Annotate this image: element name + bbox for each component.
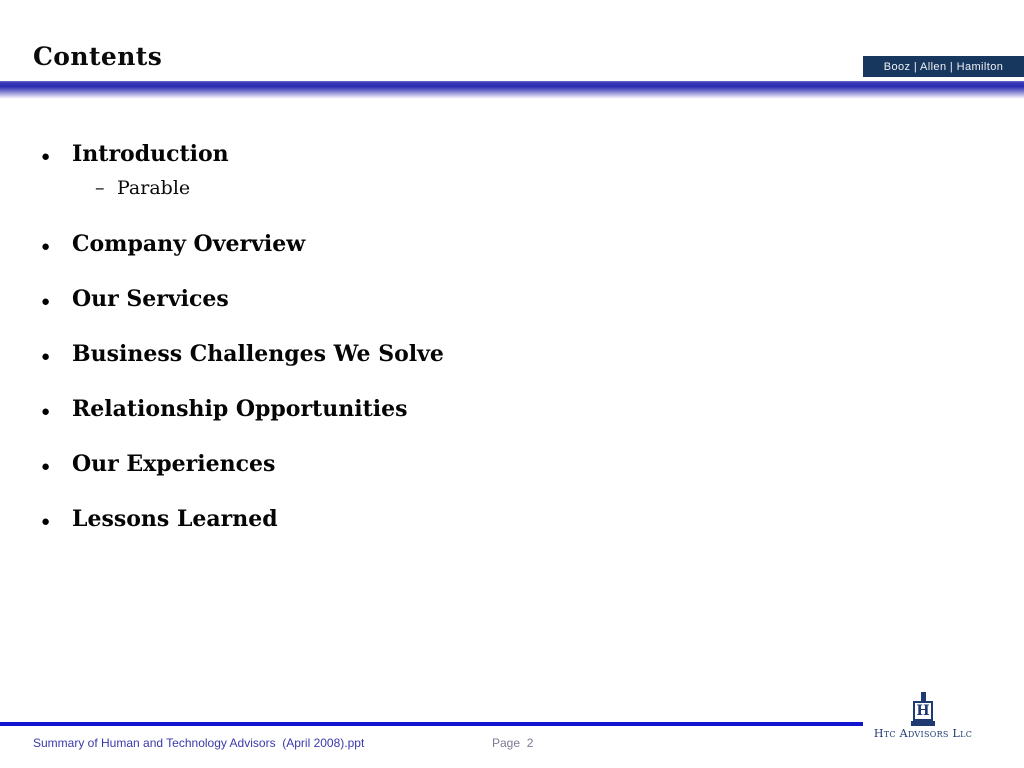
toc-item-business-challenges bbox=[41, 340, 444, 371]
toc-item-label: Lessons Learned bbox=[72, 506, 278, 532]
toc-item-label: Relationship Opportunities bbox=[72, 396, 408, 422]
toc-item-label: Company Overview bbox=[72, 231, 306, 257]
htc-monogram-letter: H bbox=[916, 703, 930, 719]
bullet-icon: ● bbox=[41, 238, 51, 255]
toc-item-label: Introduction bbox=[72, 141, 229, 167]
footer-filename: Summary of Human and Technology Advisors (April 2008).ppt bbox=[33, 736, 365, 750]
htc-company-name: Htc Advisors Llc bbox=[873, 727, 973, 740]
toc-subitem-label: Parable bbox=[117, 177, 191, 199]
toc-subitem-parable bbox=[95, 176, 190, 200]
htc-logo-tick bbox=[921, 692, 926, 701]
footer-divider bbox=[0, 722, 863, 726]
toc-item-introduction bbox=[41, 140, 229, 171]
toc-item-label: Our Experiences bbox=[72, 451, 276, 477]
toc-item-company-overview bbox=[41, 230, 305, 261]
htc-logo-bar bbox=[911, 721, 935, 726]
htc-advisors-logo bbox=[873, 692, 973, 740]
bullet-icon: ● bbox=[41, 348, 51, 365]
toc-item-relationship-opportunities bbox=[41, 395, 407, 426]
bullet-icon: ● bbox=[41, 148, 51, 165]
toc-item-our-experiences bbox=[41, 450, 275, 481]
bullet-icon: ● bbox=[41, 513, 51, 530]
header-divider bbox=[0, 81, 1024, 99]
dash-icon: – bbox=[95, 177, 105, 199]
htc-monogram-icon bbox=[913, 701, 933, 721]
bullet-icon: ● bbox=[41, 403, 51, 420]
bullet-icon: ● bbox=[41, 458, 51, 475]
page-number: Page 2 bbox=[492, 736, 534, 750]
toc-item-label: Business Challenges We Solve bbox=[72, 341, 444, 367]
toc-item-label: Our Services bbox=[72, 286, 229, 312]
booz-allen-hamilton-logo bbox=[863, 56, 1024, 77]
page-title: Contents bbox=[33, 42, 163, 71]
toc-item-our-services bbox=[41, 285, 229, 316]
toc-item-lessons-learned bbox=[41, 505, 278, 536]
bullet-icon: ● bbox=[41, 293, 51, 310]
booz-allen-hamilton-logo-text: Booz | Allen | Hamilton bbox=[883, 60, 1004, 73]
